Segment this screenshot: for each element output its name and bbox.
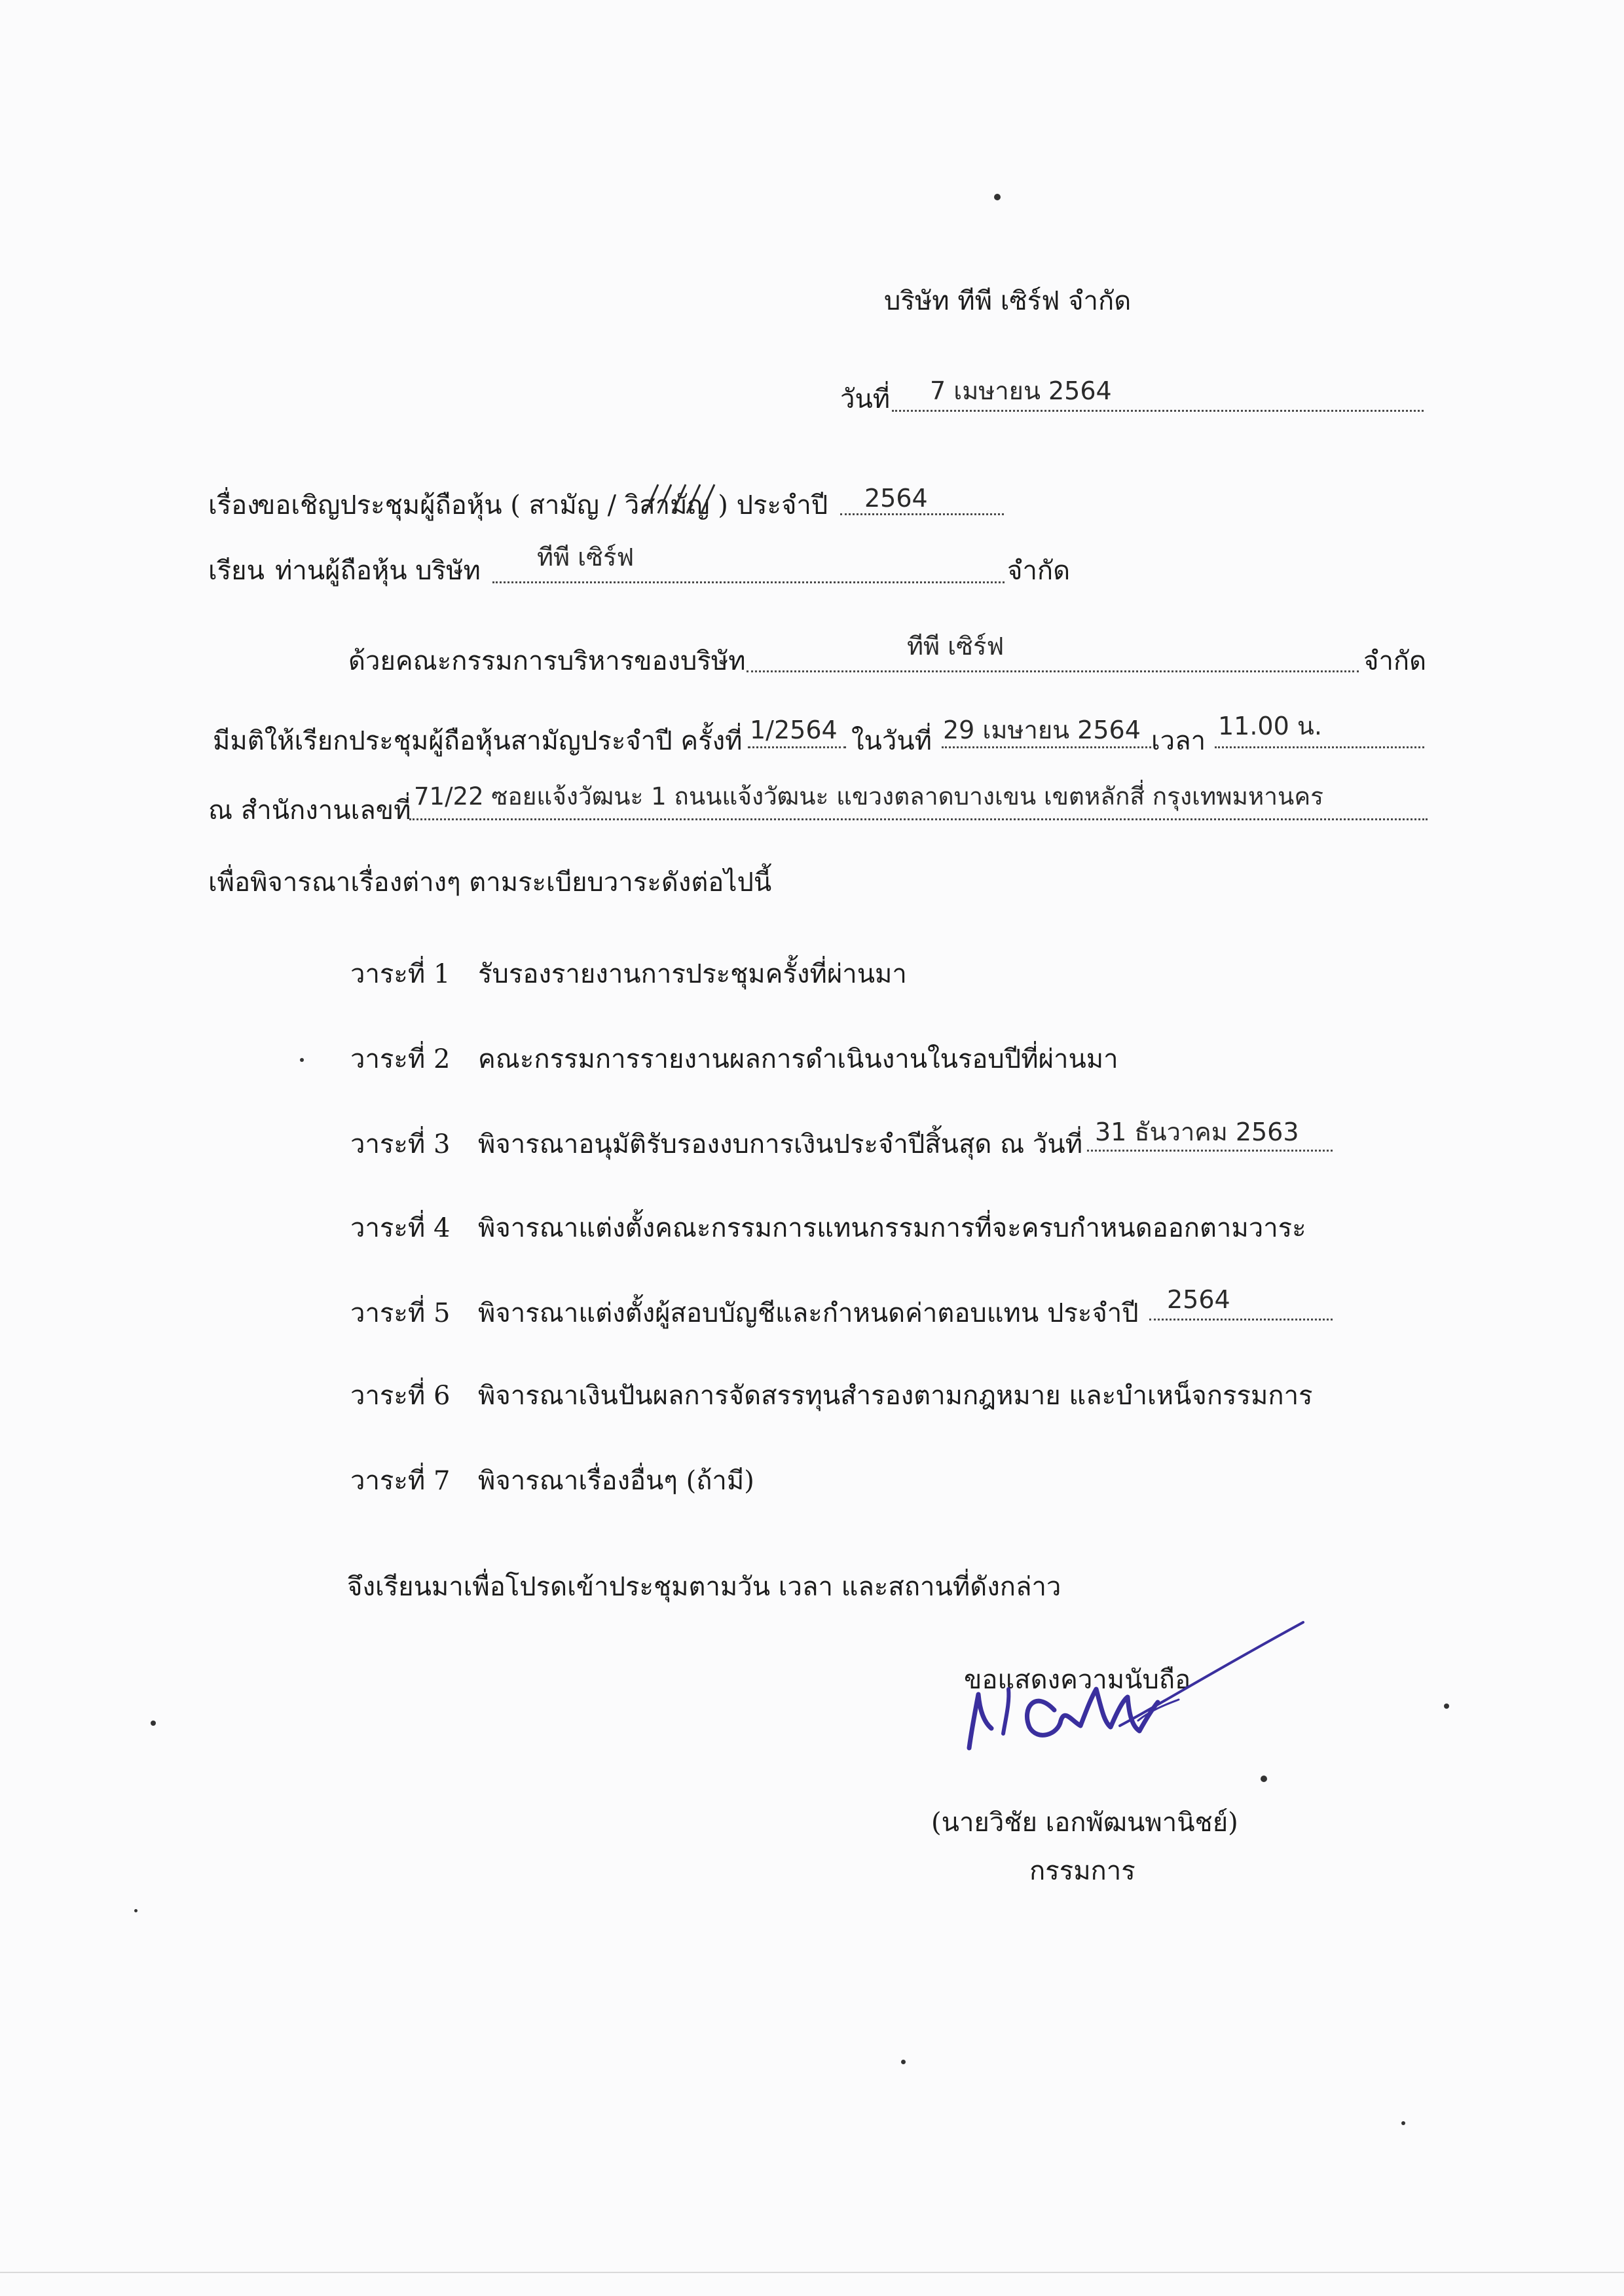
to-label: เรียน <box>208 556 265 586</box>
meeting-date-label: ในวันที่ <box>851 726 932 756</box>
scan-speck <box>901 2060 906 2064</box>
agenda-7-text: พิจารณาเรื่องอื่นๆ (ถ้ามี) <box>478 1466 754 1496</box>
agenda-4-no: วาระที่ 4 <box>350 1213 451 1243</box>
scan-speck <box>1401 2121 1405 2125</box>
agenda-2-no: วาระที่ 2 <box>350 1044 451 1074</box>
meeting-no: 1/2564 <box>750 716 838 744</box>
scan-edge-line <box>0 2272 1624 2273</box>
scan-speck <box>1444 1704 1449 1709</box>
scan-speck <box>994 194 1001 200</box>
to-company: ทีพี เซิร์ฟ <box>537 543 635 572</box>
agenda-5-fill: 2564 <box>1167 1285 1230 1314</box>
scan-speck <box>134 1909 138 1912</box>
date-label: วันที่ <box>840 384 891 414</box>
agenda-6-text: พิจารณาเงินปันผลการจัดสรรทุนสำรองตามกฎหมาย และบำเหน็จกรรมการ <box>478 1381 1313 1411</box>
body-line1-suffix: จำกัด <box>1363 646 1427 676</box>
signer-position: กรรมการ <box>1029 1856 1135 1886</box>
agenda-3-no: วาระที่ 3 <box>350 1129 451 1159</box>
strikeout-mark <box>638 479 737 519</box>
body-line2-prefix: มีมติให้เรียกประชุมผู้ถือหุ้นสามัญประจำปี ครั้งที่ <box>213 726 743 756</box>
meeting-date-dotted-line <box>942 746 1151 748</box>
signer-name: (นายวิชัย เอกพัฒนพานิชย์) <box>931 1808 1238 1838</box>
agenda-1-text: รับรองรายงานการประชุมครั้งที่ผ่านมา <box>478 959 907 989</box>
agenda-6-no: วาระที่ 6 <box>350 1381 451 1411</box>
date-value: 7 เมษายน 2564 <box>930 376 1112 405</box>
body-company: ทีพี เซิร์ฟ <box>907 632 1005 661</box>
date-dotted-line <box>892 410 1424 412</box>
meeting-time-dotted-line <box>1215 746 1424 748</box>
body-company-dotted-line <box>747 670 1359 672</box>
meeting-time-label: เวลา <box>1151 726 1206 756</box>
body-line3-prefix: ณ สำนักงานเลขที่ <box>208 795 411 826</box>
subject-year-dotted-line <box>840 513 1004 515</box>
subject-year: 2564 <box>864 484 928 513</box>
agenda-1-no: วาระที่ 1 <box>350 959 451 989</box>
to-text: ท่านผู้ถือหุ้น บริษัท <box>275 556 481 586</box>
agenda-5-text: พิจารณาแต่งตั้งผู้สอบบัญชีและกำหนดค่าตอบแทน ประจำปี <box>478 1298 1139 1328</box>
subject-label: เรื่อง <box>208 490 260 520</box>
to-suffix: จำกัด <box>1007 556 1071 586</box>
agenda-5-dotted-line <box>1149 1319 1333 1321</box>
agenda-3-dotted-line <box>1087 1150 1333 1152</box>
company-name-header: บริษัท ทีพี เซิร์ฟ จำกัด <box>884 286 1132 316</box>
agenda-7-no: วาระที่ 7 <box>350 1466 451 1496</box>
agenda-4-text: พิจารณาแต่งตั้งคณะกรรมการแทนกรรมการที่จะครบกำหนดออกตามวาระ <box>478 1213 1306 1243</box>
meeting-date: 29 เมษายน 2564 <box>943 716 1141 744</box>
agenda-5-no: วาระที่ 5 <box>350 1298 451 1328</box>
subject-text: ขอเชิญประชุมผู้ถือหุ้น ( สามัญ / วิสามัญ ) ประจำปี <box>257 490 828 520</box>
agenda-3-text: พิจารณาอนุมัติรับรองงบการเงินประจำปีสิ้นสุด ณ วันที่ <box>478 1129 1083 1159</box>
meeting-no-dotted-line <box>748 746 846 748</box>
body-line1-prefix: ด้วยคณะกรรมการบริหารของบริษัท <box>348 646 746 676</box>
closing-text: จึงเรียนมาเพื่อโปรดเข้าประชุมตามวัน เวลา และสถานที่ดังกล่าว <box>347 1572 1061 1602</box>
to-company-dotted-line <box>492 581 1005 583</box>
scan-speck <box>300 1058 304 1062</box>
scan-speck <box>1261 1776 1267 1782</box>
closing-regards: ขอแสดงความนับถือ <box>964 1665 1191 1695</box>
meeting-time: 11.00 น. <box>1218 712 1322 740</box>
body-line4: เพื่อพิจารณาเรื่องต่างๆ ตามระเบียบวาระดังต่อไปนี้ <box>208 867 772 898</box>
address-dotted-line <box>409 818 1428 820</box>
scan-speck <box>151 1721 156 1726</box>
signature-image <box>956 1611 1310 1781</box>
agenda-2-text: คณะกรรมการรายงานผลการดำเนินงานในรอบปีที่ผ่านมา <box>478 1044 1118 1074</box>
address: 71/22 ซอยแจ้งวัฒนะ 1 ถนนแจ้งวัฒนะ แขวงตลาดบางเขน เขตหลักสี่ กรุงเทพมหานคร <box>414 782 1323 811</box>
agenda-3-fill: 31 ธันวาคม 2563 <box>1095 1118 1299 1146</box>
